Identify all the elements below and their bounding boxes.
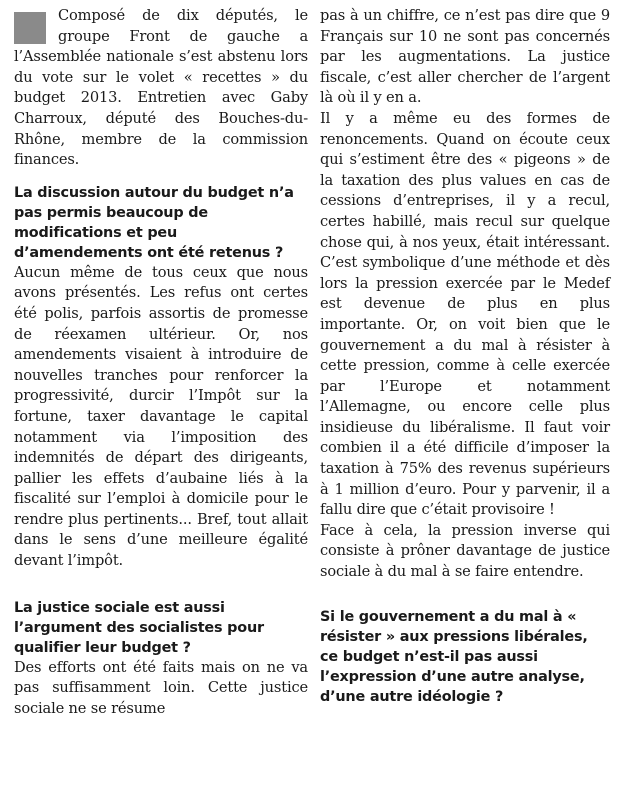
question-3: Si le gouvernement a du mal à « résister » aux pressions libérales, ce budget n’est-il pas aussi l’expression d’une autre analyse, d’une autre idéologie ? xyxy=(320,608,588,705)
question-2: La justice sociale est aussi l’argument des socialistes pour qualifier leur budget ? xyxy=(14,599,264,656)
answer-2-start: Des efforts ont été faits mais on ne va pas suffisamment loin. Cette justice sociale ne se résume xyxy=(14,658,308,717)
answer-2-continued: pas à un chiffre, ce n’est pas dire que 9 Français sur 10 ne sont pas concernés par les augmentations. La justice fiscale, c’est aller chercher de l’argent là où il y en a. xyxy=(320,7,610,107)
right-column xyxy=(320,6,610,707)
left-column xyxy=(14,6,308,719)
answer-2-paragraph-2: Il y a même eu des formes de renoncements. Quand on écoute ceux qui s’estiment être des « pigeons » de la taxation des plus values en cas de cessions d’entreprises, il y a recul, certes habillé, mais recul sur quelque chose qui, à nos yeux, était intéressant. C’est symbolique d’une méthode et dès lors la pression exercée par le Medef est devenue de plus en plus importante. Or, on voit bien que le gouvernement a du mal à résister à cette pression, comme à celle exercée par l’Europe et notamment l’Allemagne, ou encore celle plus insidieuse du libéralisme. Il faut voir combien il a été difficile d’imposer la taxation à 75% des revenus supérieurs à 1 million d’euro. Pour y parvenir, il a fallu dire que c’était provisoire ! xyxy=(320,109,610,519)
intro-block xyxy=(14,6,308,171)
lead-square-marker xyxy=(14,12,46,44)
answer-2-paragraph-3: Face à cela, la pression inverse qui consiste à prôner davantage de justice sociale à du mal à se faire entendre. xyxy=(320,521,610,581)
intro-paragraph: Composé de dix députés, le groupe Front de gauche a l’Assemblée nationale s’est abstenu lors du vote sur le volet « recettes » du budget 2013. Entretien avec Gaby Charroux, député des Bouches-du-Rhône, membre de la commission finances. xyxy=(14,7,308,169)
question-1: La discussion autour du budget n’a pas permis beaucoup de modifications et peu d’amendements ont été retenus ? xyxy=(14,184,294,261)
answer-1: Aucun même de tous ceux que nous avons présentés. Les refus ont certes été polis, parfois assortis de promesse de réexamen ultérieur. Or, nos amendements visaient à introduire de nouvelles tranches pour renforcer la progressivité, durcir l’Impôt sur la fortune, taxer davantage le capital notamment via l’imposition des indemnités de départ des dirigeants, pallier les effets d’aubaine liés à la fiscalité sur l’emploi à domicile pour le rendre plus pertinents... Bref, tout allait dans le sens d’une meilleure égalité devant l’impôt. xyxy=(14,263,308,570)
